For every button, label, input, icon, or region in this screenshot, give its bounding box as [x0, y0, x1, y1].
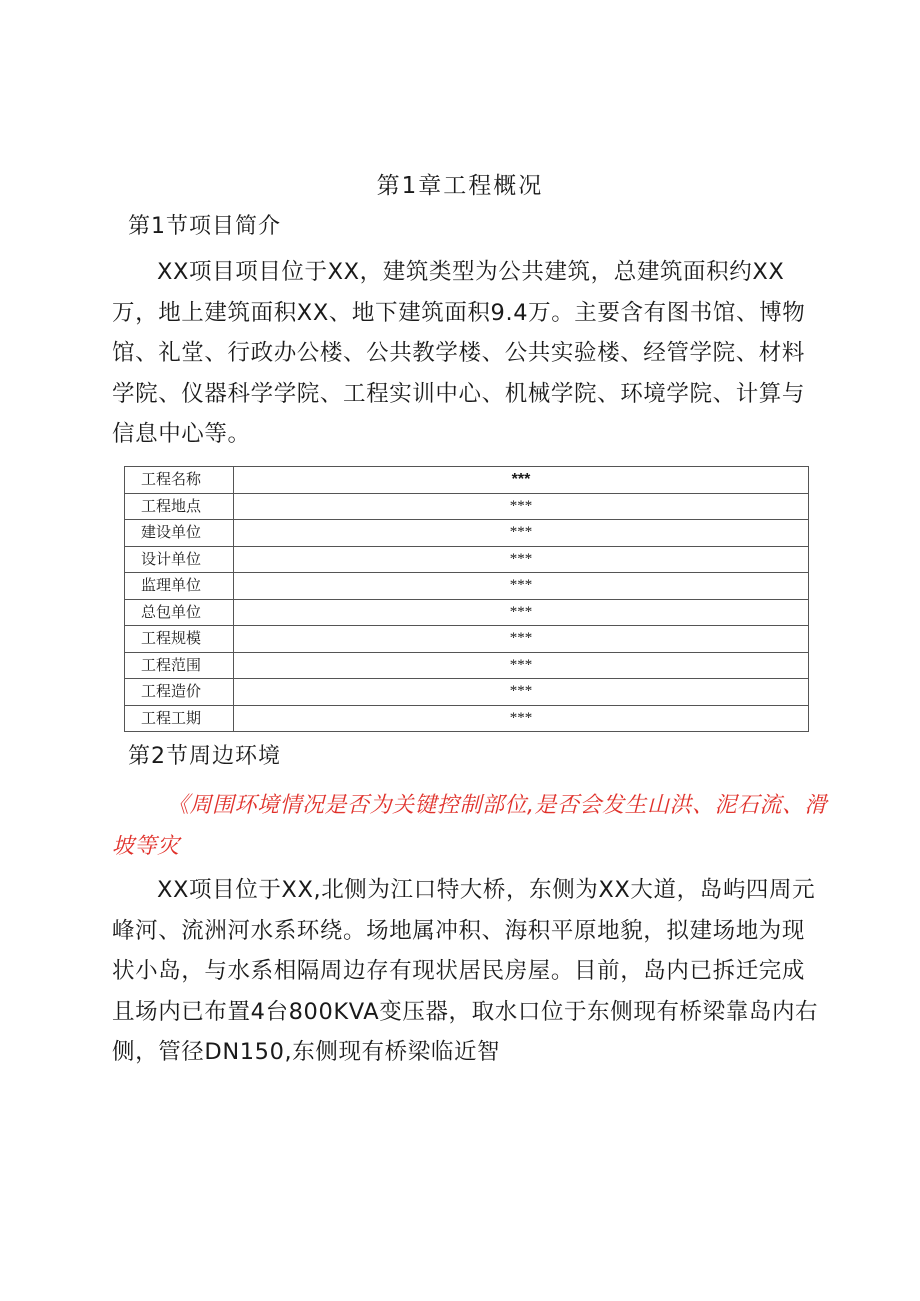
row-label: 工程名称 [125, 467, 234, 494]
row-label: 监理单位 [125, 573, 234, 600]
row-label: 工程造价 [125, 679, 234, 706]
row-label: 总包单位 [125, 599, 234, 626]
section-2-title: 第2节周边环境 [128, 744, 281, 769]
row-value: *** [234, 520, 809, 547]
row-label: 工程地点 [125, 493, 234, 520]
row-value: *** [234, 599, 809, 626]
row-value: *** [234, 626, 809, 653]
section-1-title: 第1节项目简介 [128, 214, 281, 239]
environment-paragraph: XX项目位于XX,北侧为江口特大桥，东侧为XX大道，岛屿四周元峰河、流洲河水系环绕。场地属冲积、海积平原地貌，拟建场地为现状小岛，与水系相隔周边存有现状居民房屋。目前，岛内已拆迁完成且场内已布置4台800KVA变压器，取水口位于东侧现有桥梁靠岛内右侧，管径DN150,东侧现有桥梁临近智 [112, 877, 819, 1065]
table-row [125, 599, 809, 626]
project-info-table [124, 466, 809, 732]
table-row [125, 467, 809, 494]
table-row [125, 573, 809, 600]
row-label: 工程工期 [125, 705, 234, 732]
project-intro-paragraph: XX项目项目位于XX，建筑类型为公共建筑，总建筑面积约XX万，地上建筑面积XX、地下建筑面积9.4万。主要含有图书馆、博物馆、礼堂、行政办公楼、公共教学楼、公共实验楼、经管学院、材料学院、仪器科学学院、工程实训中心、机械学院、环境学院、计算与信息中心等。 [112, 259, 806, 447]
environment-note: 《周围环境情况是否为关键控制部位,是否会发生山洪、泥石流、滑坡等灾 [112, 793, 827, 859]
row-value: *** [234, 467, 809, 494]
row-value: *** [234, 705, 809, 732]
row-label: 工程规模 [125, 626, 234, 653]
row-value: *** [234, 546, 809, 573]
table-row [125, 626, 809, 653]
table-row [125, 705, 809, 732]
chapter-title: 第1章工程概况 [376, 173, 544, 199]
row-value: *** [234, 652, 809, 679]
row-value: *** [234, 679, 809, 706]
table-row [125, 520, 809, 547]
table-row [125, 546, 809, 573]
row-value: *** [234, 573, 809, 600]
row-label: 设计单位 [125, 546, 234, 573]
table-row [125, 493, 809, 520]
row-label: 建设单位 [125, 520, 234, 547]
table-row [125, 679, 809, 706]
row-label: 工程范围 [125, 652, 234, 679]
row-value: *** [234, 493, 809, 520]
table-row [125, 652, 809, 679]
